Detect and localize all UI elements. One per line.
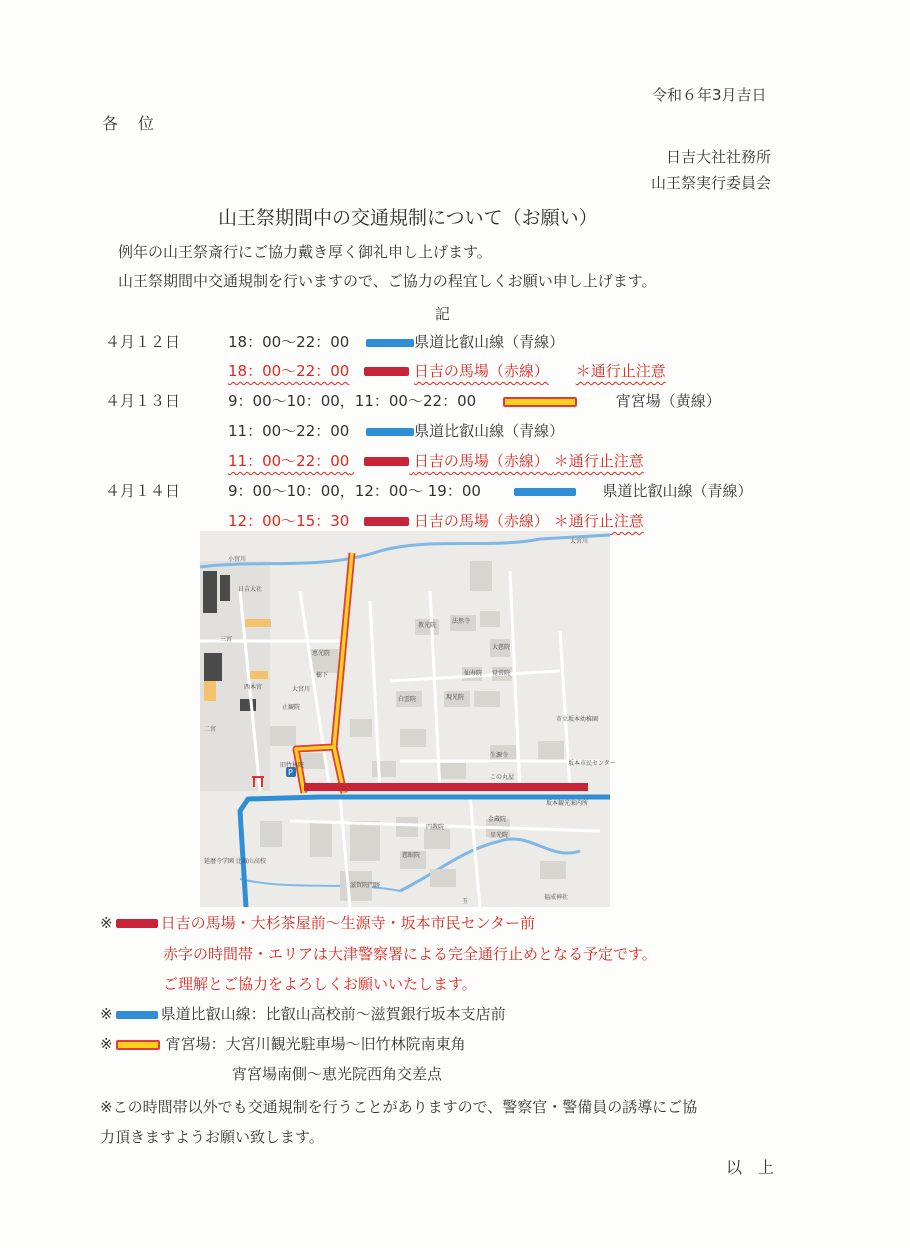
- blue-line-icon: [366, 339, 414, 347]
- route: 日吉の馬場（赤線）: [413, 512, 549, 530]
- map-label: 白雲院: [398, 696, 417, 703]
- schedule-date-13: ４月１３日: [105, 392, 181, 410]
- closure-note: ＊通行止注意: [553, 452, 644, 470]
- red-line-icon: [364, 517, 409, 526]
- map-label: 覚常院: [492, 670, 511, 677]
- schedule-date-12: ４月１２日: [105, 333, 181, 351]
- closure-note: ＊通行止注意: [553, 512, 644, 530]
- map-label: 大慈院: [492, 644, 511, 651]
- yellow-line-icon: [503, 397, 577, 407]
- map-label: 滋賀院門跡: [350, 882, 381, 889]
- map-label: 教光院: [418, 622, 437, 629]
- yellow-line-icon: [116, 1040, 160, 1050]
- map-label: 星光院: [490, 832, 509, 839]
- map-label: 福成神社: [544, 894, 569, 901]
- addressee: 各 位: [102, 114, 157, 133]
- map-label: 日吉大社: [238, 586, 263, 593]
- map-label: 大宮川: [570, 538, 589, 545]
- schedule-row: [228, 480, 753, 501]
- mark: ※: [100, 1035, 113, 1053]
- time: 18：00〜22：00: [228, 362, 350, 380]
- route: 県道比叡山線（青線）: [414, 422, 565, 440]
- map-label: 円教院: [426, 824, 445, 831]
- schedule-row: [228, 331, 564, 352]
- map-label: 大宮川: [292, 686, 311, 693]
- schedule-row-closure: [228, 510, 644, 531]
- map-label: 金蔵院: [488, 816, 507, 823]
- red-line-icon: [364, 457, 409, 466]
- route: 県道比叡山線（青線）: [602, 482, 753, 500]
- time: 9：00〜10：00，11：00〜22：00: [228, 392, 477, 410]
- date: 令和６年3月吉日: [652, 86, 767, 104]
- schedule-date-14: ４月１４日: [105, 482, 181, 500]
- time: 11：00〜22：00: [228, 452, 350, 470]
- route: 日吉の馬場（赤線）: [413, 362, 549, 380]
- sender-org: 日吉大社社務所: [666, 148, 772, 166]
- map-label: 二宮: [204, 726, 217, 733]
- map-label: 樹下: [316, 672, 329, 679]
- note-yellow-route-2: 宵宮場南側〜恵光院西角交差点: [232, 1065, 443, 1083]
- map-label: 小宮川: [228, 556, 247, 563]
- map-label: 恵光院: [312, 650, 331, 657]
- ki-heading: 記: [435, 305, 451, 323]
- intro-line-1: 例年の山王祭斎行にご協力戴き厚く御礼申し上げます。: [118, 243, 492, 261]
- note-general-2: 力頂きますようお願い致します。: [100, 1128, 324, 1146]
- map-label: 旧竹林院: [280, 762, 305, 769]
- closure-note: ＊通行止注意: [575, 362, 666, 380]
- time: 18：00〜22：00: [228, 333, 350, 351]
- time: 9：00〜10：00，12：00〜 19：00: [228, 482, 481, 500]
- route-map: [200, 531, 616, 907]
- map-label: 坂本市民センター: [568, 760, 616, 767]
- route: 県道比叡山線（青線）: [414, 333, 565, 351]
- map-label: 延暦寺学園 比叡山高校: [204, 858, 266, 865]
- map-label: 三宮: [220, 636, 233, 643]
- note-general-1: ※この時間帯以外でも交通規制を行うことがありますので、警察官・警備員の誘導にご協: [100, 1098, 698, 1116]
- note-red-detail: 赤字の時間帯・エリアは大津警察署による完全通行止めとなる予定です。: [163, 945, 657, 963]
- map-label: 坂本観光案内所: [546, 800, 589, 807]
- time: 11：00〜22：00: [228, 422, 350, 440]
- map-label: 西本宮: [244, 684, 263, 691]
- note-blue-route: [100, 1003, 506, 1024]
- map-label: 法然寺: [452, 618, 471, 625]
- map-label: 止観院: [282, 704, 301, 711]
- blue-line-icon: [116, 1011, 158, 1019]
- route: 日吉の馬場（赤線）: [413, 452, 549, 470]
- note-red-area: [100, 912, 535, 933]
- note-text: 宵宮場：大宮川観光駐車場〜旧竹林院南東角: [165, 1035, 466, 1053]
- map-label: 玉: [462, 898, 469, 905]
- note-red-request: ご理解とご協力をよろしくお願いいたします。: [163, 975, 477, 993]
- sender-committee: 山王祭実行委員会: [651, 174, 772, 192]
- map-label: この丸屋: [490, 774, 515, 781]
- map-label: 仙寿院: [464, 670, 483, 677]
- note-text: 日吉の馬場・大杉茶屋前〜生源寺・坂本市民センター前: [160, 914, 535, 932]
- blue-line-icon: [514, 488, 576, 496]
- schedule-row: [228, 390, 721, 411]
- blue-line-icon: [366, 428, 414, 436]
- red-line-icon: [116, 919, 158, 928]
- map-label: 市立坂本幼稚園: [556, 716, 599, 723]
- time: 12：00〜15：30: [228, 512, 350, 530]
- map-label: 慈眼院: [402, 852, 421, 859]
- note-yellow-route: [100, 1033, 466, 1054]
- schedule-row-closure: [228, 450, 644, 471]
- mark: ※: [100, 914, 113, 932]
- schedule-row-closure: [228, 360, 666, 381]
- map-label: 生源寺: [490, 752, 509, 759]
- route: 宵宮場（黄線）: [615, 392, 721, 410]
- schedule-row: [228, 420, 564, 441]
- mark: ※: [100, 1005, 113, 1023]
- map-label: 現光院: [446, 694, 465, 701]
- intro-line-2: 山王祭期間中交通規制を行いますので、ご協力の程宜しくお願い申し上げます。: [118, 272, 657, 290]
- svg-text:P: P: [288, 768, 293, 777]
- red-line-icon: [364, 367, 409, 376]
- document-title: 山王祭期間中の交通規制について（お願い）: [218, 207, 598, 229]
- closing: 以 上: [726, 1158, 775, 1177]
- note-text: 県道比叡山線：比叡山高校前〜滋賀銀行坂本支店前: [160, 1005, 506, 1023]
